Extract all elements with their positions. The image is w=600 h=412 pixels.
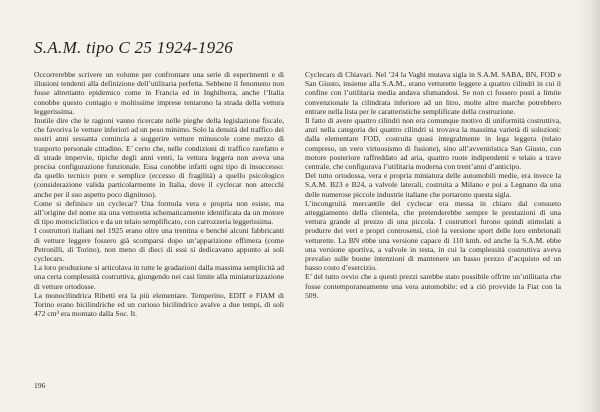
paragraph: I costruttori italiani nel 1925 erano oltre una trentina e benchè alcuni fabbricanti di vetture leggere fossero già scomparsi dopo un’apparizione effimera (come Petronilli, di Torino), non meno di dieci di essi si dedicavano appunto ai soli cyclecars. — [34, 226, 284, 264]
paragraph: Cyclecars di Chiavari. Nel ’24 la Vaghi mutava sigla in S.A.M. SABA, BN, FOD e San Giusto, insieme alla S.A.M., erano vetturette leggere a quattro cilindri in cui il confine con l’utilitaria media andava sfumandosi. Se non ci fossero posti a limite convenzionale la cilindrata inferiore ad un litro, molte altre marche potrebbero entrare nella lista per le caratteristiche semplificate della costruzione. — [305, 70, 561, 116]
paragraph: La monocilindrica Ribetti era la più elementare. Temperino, EDIT e FIAM di Torino erano bicilindriche ed un curioso bicilindrico avalve a due tempi, di soli 472 cm³ era montato dalla Soc. It. — [34, 290, 284, 319]
paragraph: La loro produzione si articolava in tutte le gradazioni dalla massima semplicità ad una certa complessità costruttiva, giungendo nei casi limite alla miniaturizzazione di vetture ortodosse. — [34, 263, 284, 291]
paragraph: Il fatto di avere quattro cilindri non era comunque motivo di uniformità costruttiva, anzi nella categoria dei quattro cilindri si trovava la massima varietà di soluzioni: dalla elementare FOD, costruita quasi integralmente in lega leggera (telaio compreso, un vero virtuosismo di fusione), sino all’avveniristica San Giusto, con motore posteriore raffreddato ad aria, quattro ruote indipendenti e telaio a trave centrale, che configurava l’utilitaria moderna con trent’anni d’anticipo. — [305, 116, 561, 172]
paragraph: E’ del tutto ovvio che a questi prezzi sarebbe stato possibile offrire un’utilitaria che fosse contemporaneamente una vera automobile: ed a ciò provvide la Fiat con la 509. — [305, 272, 561, 300]
page-number: 196 — [34, 381, 46, 390]
paragraph: L’incongruità mercantile del cyclecar era messa in chiaro dal consueto atteggiamento della clientela, che pretenderebbe sempre le prestazioni di una vettura grande al prezzo di una piccola. I costruttori furono quindi stimolati a produrre dei veri e propri controsensi, cioè la versione sport delle loro embrionali vetturette. La BN ebbe una versione capace di 110 kmh. ed anche la S.A.M. ebbe una versione sportiva, a valvole in testa, in cui la complessità costruttiva aveva prevalso sulle buone intenzioni di mantenere un basso prezzo d’acquisto ed un basso costo d’esercizio. — [305, 198, 561, 273]
paragraph: Del tutto ortodossa, vera e propria miniatura delle automobili medie, era invece la S.A.M. B23 e B24, a valvole laterali, costruita a Milano e poi a Legnano da una delle numerose piccole industrie italiane che portarono questa sigla. — [305, 171, 561, 199]
left-column — [34, 70, 284, 318]
paragraph: Come si definisce un cyclecar? Una formula vera e propria non esiste, ma all’origine del nome sta una vetturetta schematicamente identificata da un motore di tipo motociclistico e da un telaio semplificato, con carrozzeria leggerissima. — [34, 198, 284, 227]
paragraph: Inutile dire che le ragioni vanno ricercate nelle pieghe della legislazione fiscale, che favoriva le vetture inferiori ad un peso minimo. Solo la densità del traffico dei nostri anni sessanta comincia a suggerire vetture minuscole come mezzo di trasporto personale cittadino. E’ certo che, nelle condizioni di traffico rarefatto e di strade impervie, tipiche degli anni venti, la vettura leggera non aveva una precisa configurazione funzionale. Essa conobbe infatti ogni tipo di insuccesso: da quello tecnico puro e semplice (eccesso di fragilità) a quello psicologico (considerazione valida particolarmente in Italia, dove il cyclecar non attecchì anche per il suo aspetto poco dignitoso). — [34, 116, 284, 199]
right-column — [305, 70, 561, 300]
paragraph: Occorrerebbe scrivere un volume per confrontare una serie di esperimenti e di illusioni tendenti alla definizione dell’utilitaria perfetta. Sebbene il fenomeno non fosse altrettanto epidemico come in Francia ed in Inghilterra, anche l’Italia conobbe questo contagio e moltissime imprese tentarono la strada della vettura leggerissima. — [34, 70, 284, 116]
page-fold-shadow — [578, 0, 600, 412]
page-title: S.A.M. tipo C 25 1924-1926 — [34, 38, 234, 57]
